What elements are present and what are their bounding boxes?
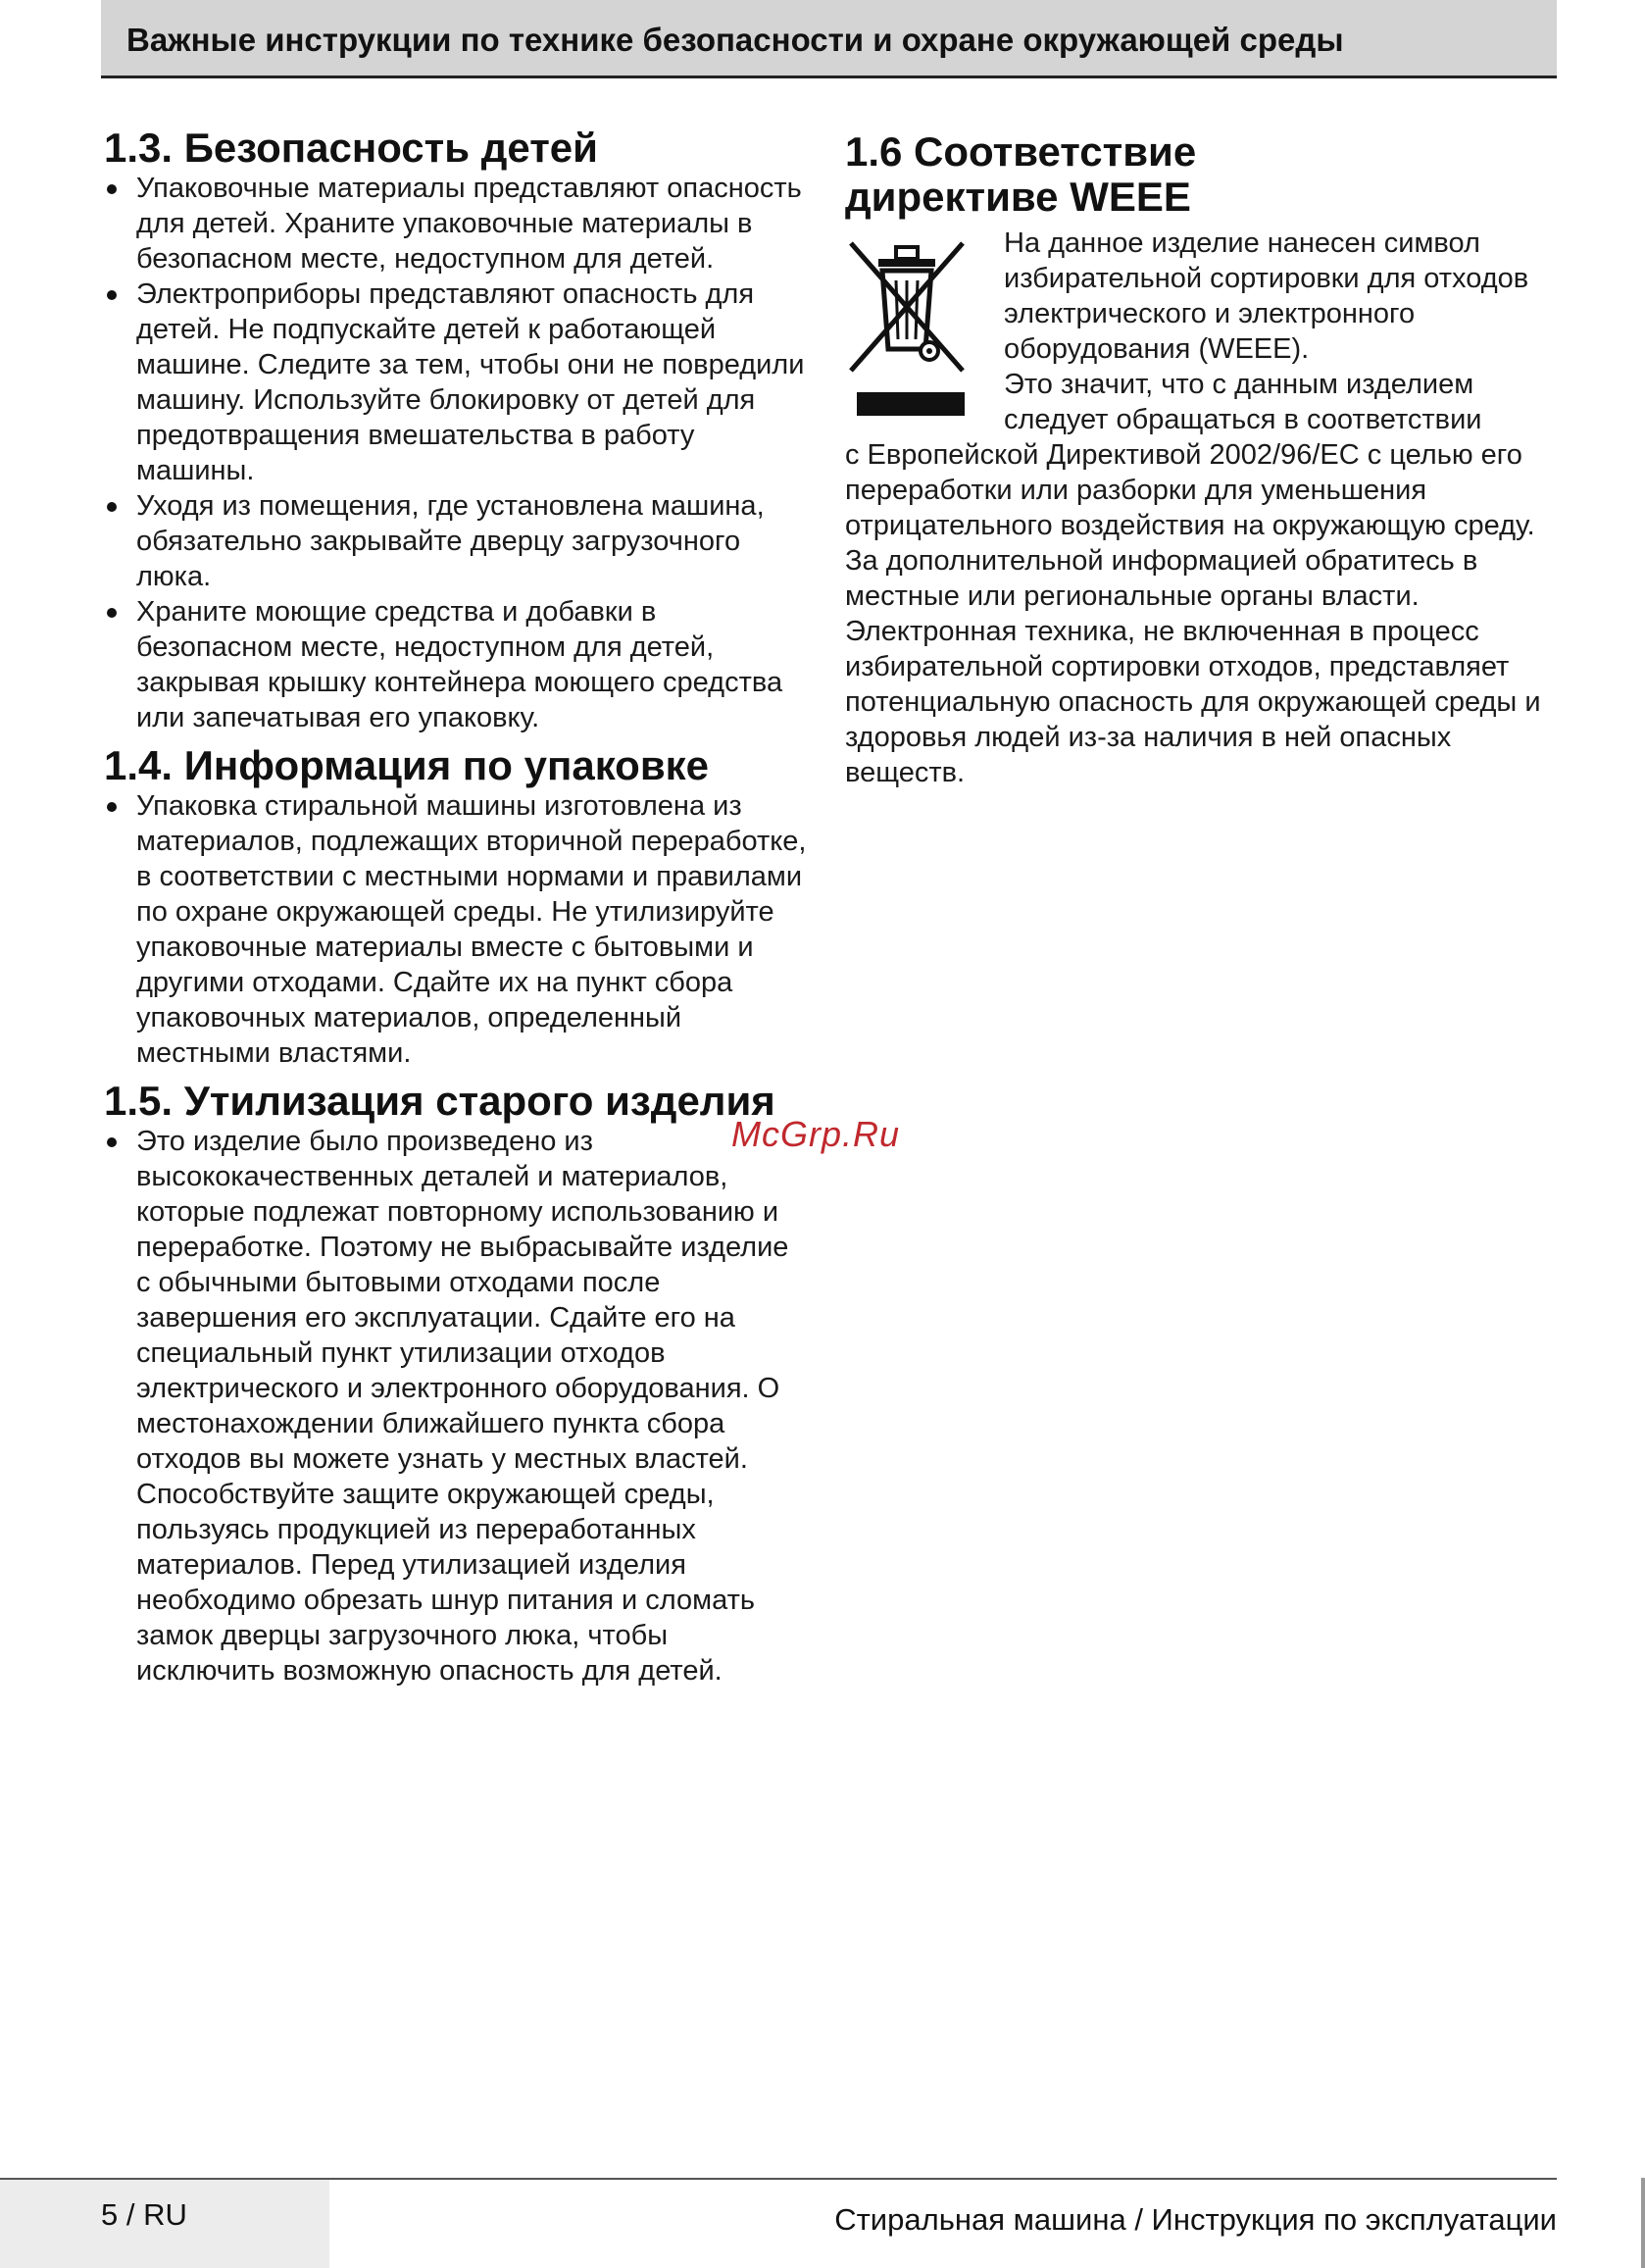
right-column bbox=[845, 129, 1551, 790]
crossed-out-wheelie-bin-icon bbox=[845, 226, 971, 422]
document-title: Стиральная машина / Инструкция по эксплуатации bbox=[834, 2202, 1557, 2237]
section-weee-compliance bbox=[845, 129, 1551, 790]
weee-paragraph-2-indented: Это значит, что с данным изделием следует обращаться в соответствии bbox=[1004, 369, 1482, 435]
section-title-child-safety: 1.3. Безопасность детей bbox=[104, 125, 598, 171]
watermark: McGrp.Ru bbox=[731, 1114, 901, 1154]
list-item: Это изделие было произведено из высококачественных деталей и материалов, которые подлежат повторному использованию и переработке. Поэтому не выбрасывайте изделие с обычными бытовыми отходами после завершения его эксплуатации. Сдайте его на специальный пункт утилизации отходов электрического и электронного оборудования. О местонахождении ближайшего пункта сбора отходов вы можете узнать у местных властей. Способствуйте защите окружающей среды, пользуясь продукцией из переработанных материалов. Перед утилизацией изделия необходимо обрезать шнур питания и сломать замок дверцы загрузочного люка, чтобы исключить возможную опасность для детей. bbox=[104, 1124, 810, 1688]
weee-block bbox=[845, 226, 1551, 790]
page-number: 5 / RU bbox=[101, 2197, 187, 2232]
child-safety-list bbox=[104, 171, 810, 735]
weee-paragraph-2: с Европейской Директивой 2002/96/EC с целью его переработки или разборки для уменьшения отрицательного воздействия на окружающую среду. За дополнительной информацией обратитесь в местные или региональные органы власти. bbox=[845, 439, 1535, 612]
section-title-weee-line1: 1.6 Соответствие bbox=[845, 128, 1197, 175]
left-column bbox=[104, 126, 810, 1696]
section-old-product-disposal bbox=[104, 1079, 810, 1688]
old-product-disposal-list bbox=[104, 1124, 810, 1688]
list-item: Электроприборы представляют опасность для детей. Не подпускайте детей к работающей машине. Следите за тем, чтобы они не повредили машину. Используйте блокировку от детей для предотвращения вмешательства в работу машины. bbox=[104, 277, 810, 488]
list-item: Упаковочные материалы представляют опасность для детей. Храните упаковочные материалы в безопасном месте, недоступном для детей. bbox=[104, 171, 810, 277]
list-item: Храните моющие средства и добавки в безопасном месте, недоступном для детей, закрывая крышку контейнера моющего средства или запечатывая его упаковку. bbox=[104, 594, 810, 735]
section-packaging-info bbox=[104, 743, 810, 1071]
weee-paragraph-3: Электронная техника, не включенная в процесс избирательной сортировки отходов, представляет потенциальную опасность для окружающей среды и здоровья людей из-за наличия в ней опасных веществ. bbox=[845, 616, 1541, 788]
weee-paragraph-1: На данное изделие нанесен символ избирательной сортировки для отходов электрического и электронного оборудования (WEEE). bbox=[1004, 227, 1529, 365]
page-header bbox=[101, 0, 1557, 78]
packaging-info-list bbox=[104, 788, 810, 1071]
list-item: Уходя из помещения, где установлена машина, обязательно закрывайте дверцу загрузочного люка. bbox=[104, 488, 810, 594]
section-title-weee-line2: директиве WEEE bbox=[845, 174, 1191, 220]
page-edge-mark bbox=[1641, 2178, 1645, 2268]
list-item: Упаковка стиральной машины изготовлена из материалов, подлежащих вторичной переработке, в соответствии с местными нормами и правилами по охране окружающей среды. Не утилизируйте упаковочные материалы вместе с бытовыми и другими отходами. Сдайте их на пункт сбора упаковочных материалов, определенный местными властями. bbox=[104, 788, 810, 1071]
header-title: Важные инструкции по технике безопасности и охране окружающей среды bbox=[126, 22, 1344, 58]
section-title-packaging-info: 1.4. Информация по упаковке bbox=[104, 742, 710, 788]
section-title-old-product-disposal: 1.5. Утилизация старого изделия bbox=[104, 1078, 775, 1124]
section-child-safety bbox=[104, 126, 810, 735]
